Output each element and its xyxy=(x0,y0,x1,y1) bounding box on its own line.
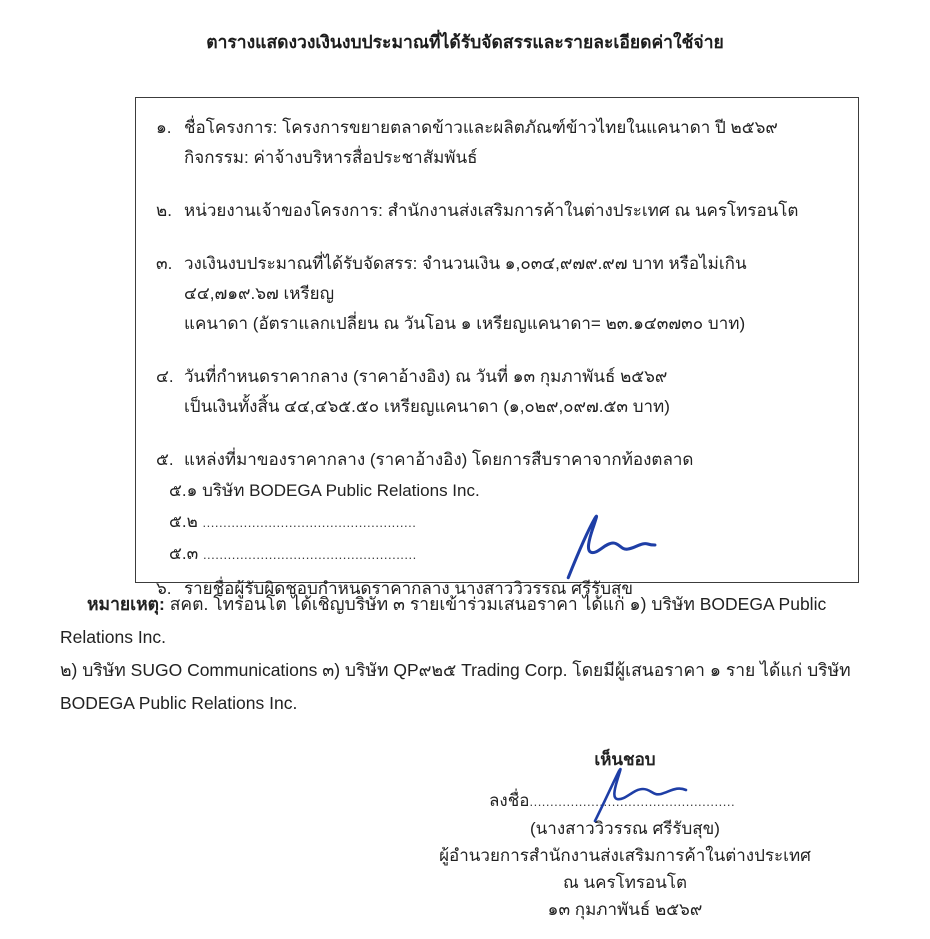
document-title: ตารางแสดงวงเงินงบประมาณที่ได้รับจัดสรรและรายละเอียดค่าใช้จ่าย xyxy=(206,32,724,52)
item-number: ๒. xyxy=(156,201,172,220)
item-price-source xyxy=(156,445,838,570)
signer-position: ผู้อำนวยการสำนักงานส่งเสริมการค้าในต่างประเทศ xyxy=(439,846,811,865)
item-owner-agency xyxy=(156,196,838,226)
item-number: ๔. xyxy=(156,367,174,386)
sub-item-number: ๕.๒ xyxy=(169,512,203,531)
price-source-line: แหล่งที่มาของราคากลาง (ราคาอ้างอิง) โดยการสืบราคาจากท้องตลาด xyxy=(184,450,694,469)
signer-office: ณ นครโทรอนโต xyxy=(562,873,688,892)
signer-name: (นางสาววิวรรณ ศรีรับสุข) xyxy=(530,819,720,838)
approval-heading: เห็นชอบ xyxy=(594,750,656,769)
project-name-line: ชื่อโครงการ: โครงการขยายตลาดข้าวและผลิตภัณฑ์ข้าวไทยในแคนาดา ปี ๒๕๖๙ xyxy=(184,118,778,137)
note-section xyxy=(60,588,880,720)
item-number: ๕. xyxy=(156,450,174,469)
item-number: ๓. xyxy=(156,254,173,273)
budget-amount-line: วงเงินงบประมาณที่ได้รับจัดสรร: จำนวนเงิน ๑,๐๓๔,๙๗๙.๙๗ บาท หรือไม่เกิน ๔๔,๗๑๙.๖๗ เหรียญ xyxy=(184,254,747,303)
note-line-3: BODEGA Public Relations Inc. xyxy=(60,693,298,713)
dotted-line: .................................................... xyxy=(202,515,417,530)
activity-line: กิจกรรม: ค่าจ้างบริหารสื่อประชาสัมพันธ์ xyxy=(184,148,478,167)
price-source-blank-2 xyxy=(169,506,838,538)
signature-line xyxy=(425,787,825,815)
approval-section xyxy=(425,746,825,923)
note-line-1-text: สคต. โทรอนโต ได้เชิญบริษัท ๓ รายเข้าร่วมเสนอราคา ได้แก่ ๑) บริษัท BODEGA Public Relations Inc. xyxy=(60,594,827,647)
item-number: ๑. xyxy=(156,118,172,137)
dotted-line: .................................................... xyxy=(202,547,417,562)
sign-label: ลงชื่อ xyxy=(489,791,530,810)
item-number: ๖. xyxy=(156,579,172,598)
note-label: หมายเหตุ: xyxy=(87,594,165,614)
exchange-rate-line: แคนาดา (อัตราแลกเปลี่ยน ณ วันโอน ๑ เหรียญแคนาดา= ๒๓.๑๔๓๗๓๐ บาท) xyxy=(184,314,746,333)
price-source-blank-3 xyxy=(169,538,838,570)
approval-date: ๑๓ กุมภาพันธ์ ๒๕๖๙ xyxy=(547,900,703,919)
note-line-1 xyxy=(60,588,880,654)
item-reference-price-date xyxy=(156,362,838,422)
price-source-company-1: ๕.๑ บริษัท BODEGA Public Relations Inc. xyxy=(169,481,480,500)
note-line-2: ๒) บริษัท SUGO Communications ๓) บริษัท QP๙๒๕ Trading Corp. โดยมีผู้เสนอราคา ๑ ราย ได้แก่ บริษัท xyxy=(60,660,851,680)
budget-details-box xyxy=(135,97,859,598)
total-amount-line: เป็นเงินทั้งสิ้น ๔๔,๔๖๕.๕๐ เหรียญแคนาดา (๑,๐๒๙,๐๙๗.๕๓ บาท) xyxy=(184,397,670,416)
item-project-name xyxy=(156,113,838,173)
dotted-line: .................................................. xyxy=(529,794,736,809)
owner-agency-line: หน่วยงานเจ้าของโครงการ: สำนักงานส่งเสริมการค้าในต่างประเทศ ณ นครโทรอนโต xyxy=(184,201,799,220)
price-date-line: วันที่กำหนดราคากลาง (ราคาอ้างอิง) ณ วันที่ ๑๓ กุมภาพันธ์ ๒๕๖๙ xyxy=(184,367,668,386)
responsible-person-line: รายชื่อผู้รับผิดชอบกำหนดราคากลาง นางสาววิวรรณ ศรีรับสุข xyxy=(184,579,634,598)
item-budget-amount xyxy=(156,249,838,339)
sub-item-number: ๕.๓ xyxy=(169,544,203,563)
